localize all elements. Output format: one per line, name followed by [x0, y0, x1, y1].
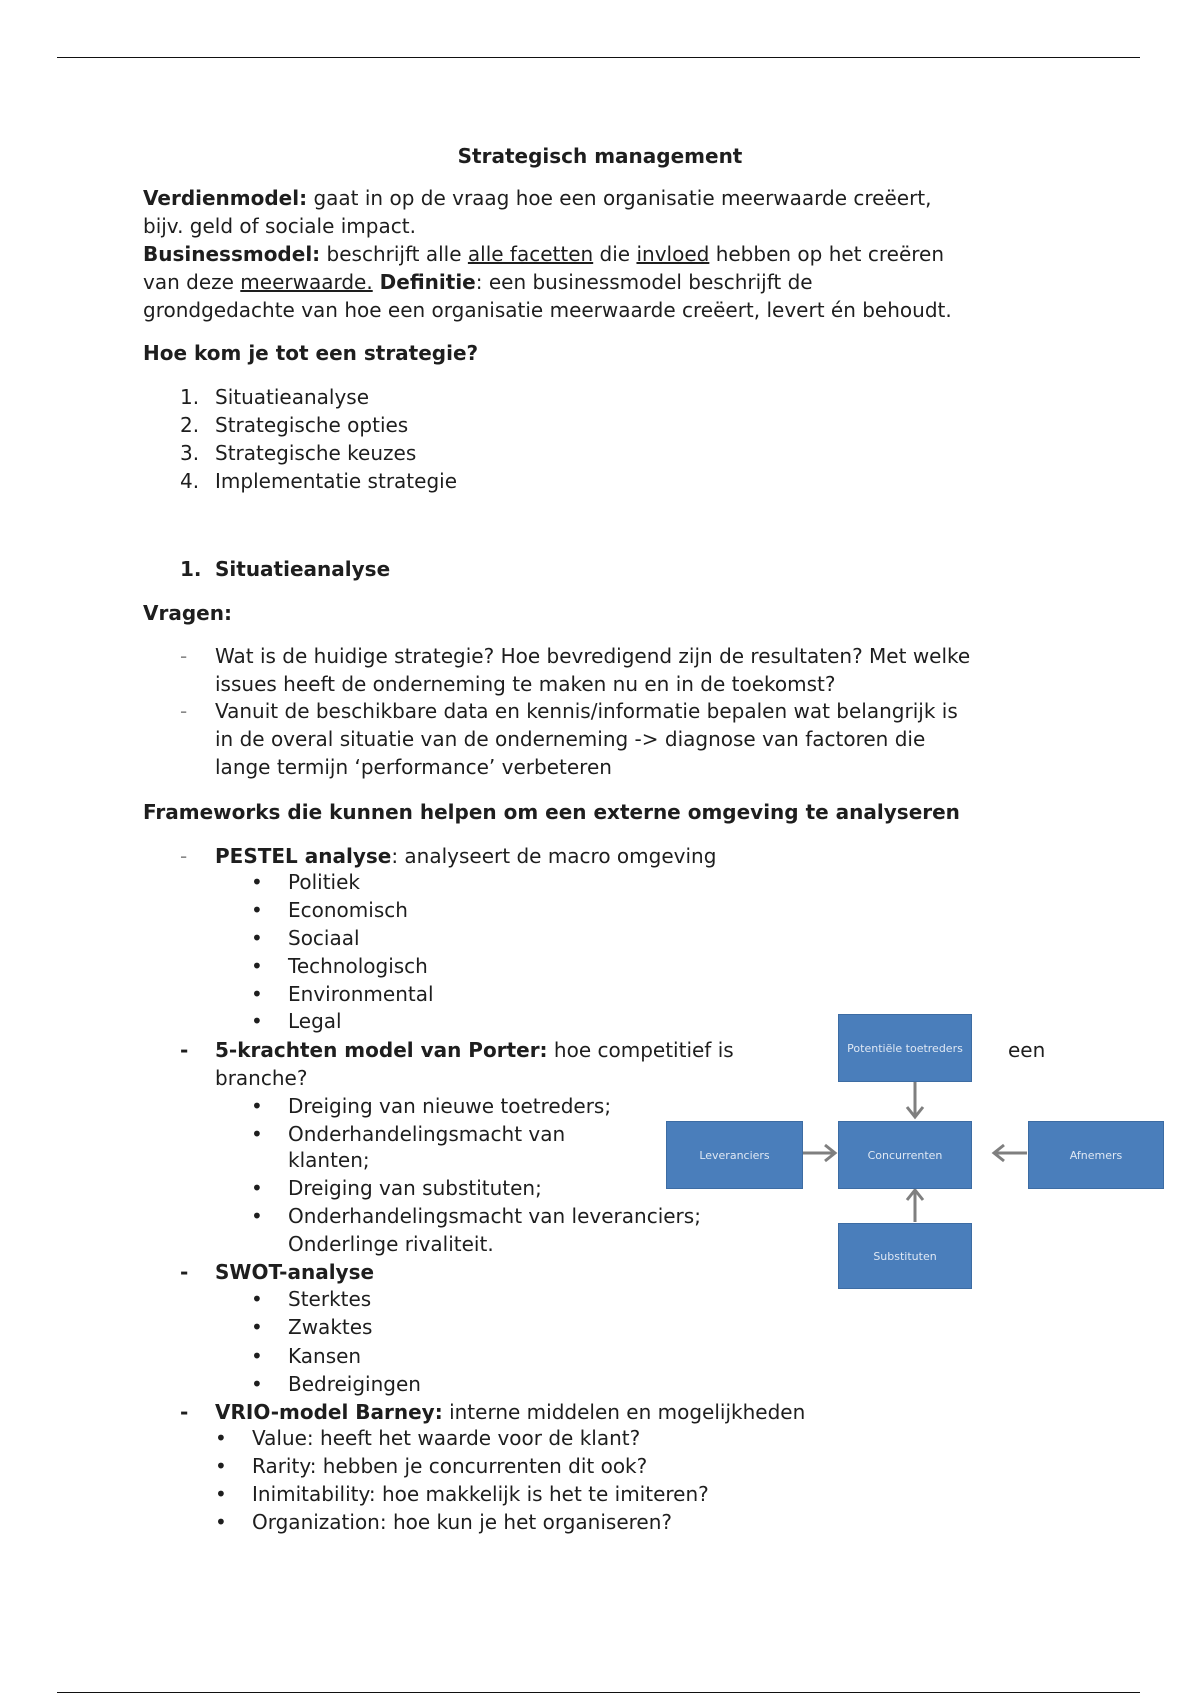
strategy-heading: Hoe kom je tot een strategie?: [143, 341, 479, 365]
businessmodel-label: Businessmodel:: [143, 242, 321, 266]
list-item: klanten;: [288, 1148, 370, 1172]
porter-label: 5-krachten model van Porter:: [215, 1038, 548, 1062]
text: interne middelen en mogelijkheden: [442, 1400, 806, 1424]
list-item: Sterktes: [288, 1287, 372, 1311]
dash-bullet: -: [180, 1038, 189, 1062]
bullet: •: [251, 870, 263, 894]
list-item: Economisch: [288, 898, 408, 922]
bullet: •: [251, 1315, 263, 1339]
list-number: 3.: [180, 441, 200, 465]
text: alle facetten: [467, 242, 594, 266]
swot-label: SWOT-analyse: [215, 1260, 375, 1284]
vragen-label: Vragen:: [143, 601, 232, 625]
bullet: •: [215, 1510, 227, 1534]
bullet: •: [215, 1454, 227, 1478]
text: een: [1008, 1038, 1046, 1062]
list-item: Legal: [288, 1009, 342, 1033]
dash-bullet: -: [180, 1400, 189, 1424]
diagram-box-bottom: Substituten: [838, 1223, 972, 1289]
list-item: Strategische keuzes: [215, 441, 417, 465]
bullet: •: [251, 898, 263, 922]
dash-bullet: -: [180, 1260, 189, 1284]
list-item: Situatieanalyse: [215, 385, 370, 409]
bullet: •: [251, 982, 263, 1006]
text: van deze: [143, 270, 241, 294]
text: hoe competitief is: [547, 1038, 734, 1062]
vrio-label: VRIO-model Barney:: [215, 1400, 443, 1424]
list-item: Kansen: [288, 1344, 362, 1368]
text: Vanuit de beschikbare data en kennis/informatie bepalen wat belangrijk is: [215, 699, 958, 723]
frameworks-heading: Frameworks die kunnen helpen om een externe omgeving te analyseren: [143, 800, 960, 824]
text: die: [593, 242, 637, 266]
bullet: •: [251, 1176, 263, 1200]
section-number: 1.: [180, 557, 202, 581]
list-item: Implementatie strategie: [215, 469, 458, 493]
list-item: Onderlinge rivaliteit.: [288, 1232, 494, 1256]
definitie-label: Definitie: [372, 270, 476, 294]
list-number: 4.: [180, 469, 200, 493]
list-item: Zwaktes: [288, 1315, 373, 1339]
list-item: Strategische opties: [215, 413, 409, 437]
text: lange termijn ‘performance’ verbeteren: [215, 755, 612, 779]
list-item: Rarity: hebben je concurrenten dit ook?: [252, 1454, 648, 1478]
text: grondgedachte van hoe een organisatie meerwaarde creëert, levert én behoudt.: [143, 298, 952, 322]
list-item: Onderhandelingsmacht van: [288, 1122, 566, 1146]
list-item: Onderhandelingsmacht van leveranciers;: [288, 1204, 701, 1228]
text: beschrijft alle: [320, 242, 468, 266]
bullet: •: [251, 1287, 263, 1311]
bullet: •: [251, 1122, 263, 1146]
diagram-box-right: Afnemers: [1028, 1121, 1164, 1189]
list-item: Dreiging van nieuwe toetreders;: [288, 1094, 612, 1118]
diagram-box-center: Concurrenten: [838, 1121, 972, 1189]
list-item: Organization: hoe kun je het organiseren?: [252, 1510, 672, 1534]
list-item: Value: heeft het waarde voor de klant?: [252, 1426, 641, 1450]
bullet: •: [251, 954, 263, 978]
text: in de overal situatie van de onderneming -> diagnose van factoren die: [215, 727, 926, 751]
list-item: Bedreigingen: [288, 1372, 421, 1396]
list-item: Dreiging van substituten;: [288, 1176, 542, 1200]
text: : analyseert de macro omgeving: [391, 844, 717, 868]
dash-bullet: -: [180, 644, 188, 668]
text: invloed: [636, 242, 710, 266]
bullet: •: [251, 1009, 263, 1033]
text: hebben op het creëren: [709, 242, 945, 266]
pestel-label: PESTEL analyse: [215, 844, 392, 868]
bullet: •: [251, 1094, 263, 1118]
text: bijv. geld of sociale impact.: [143, 214, 416, 238]
text: Wat is de huidige strategie? Hoe bevredigend zijn de resultaten? Met welke: [215, 644, 971, 668]
bullet: •: [251, 1204, 263, 1228]
text: gaat in op de vraag hoe een organisatie meerwaarde creëert,: [307, 186, 932, 210]
dash-bullet: -: [180, 699, 188, 723]
list-number: 1.: [180, 385, 200, 409]
bullet: •: [215, 1482, 227, 1506]
text: meerwaarde.: [240, 270, 373, 294]
list-item: Inimitability: hoe makkelijk is het te imiteren?: [252, 1482, 709, 1506]
dash-bullet: -: [180, 844, 188, 868]
list-item: Sociaal: [288, 926, 360, 950]
bullet: •: [251, 1372, 263, 1396]
page-title: Strategisch management: [457, 144, 743, 168]
diagram-box-top: Potentiële toetreders: [838, 1014, 972, 1082]
bullet: •: [251, 1344, 263, 1368]
list-item: Environmental: [288, 982, 434, 1006]
text: branche?: [215, 1066, 308, 1090]
list-item: Politiek: [288, 870, 360, 894]
verdienmodel-label: Verdienmodel:: [143, 186, 308, 210]
section-heading: Situatieanalyse: [215, 557, 391, 581]
diagram-box-left: Leveranciers: [666, 1121, 803, 1189]
bullet: •: [251, 926, 263, 950]
list-number: 2.: [180, 413, 200, 437]
bullet: •: [215, 1426, 227, 1450]
text: : een businessmodel beschrijft de: [475, 270, 813, 294]
list-item: Technologisch: [288, 954, 428, 978]
text: issues heeft de onderneming te maken nu en in de toekomst?: [215, 672, 836, 696]
